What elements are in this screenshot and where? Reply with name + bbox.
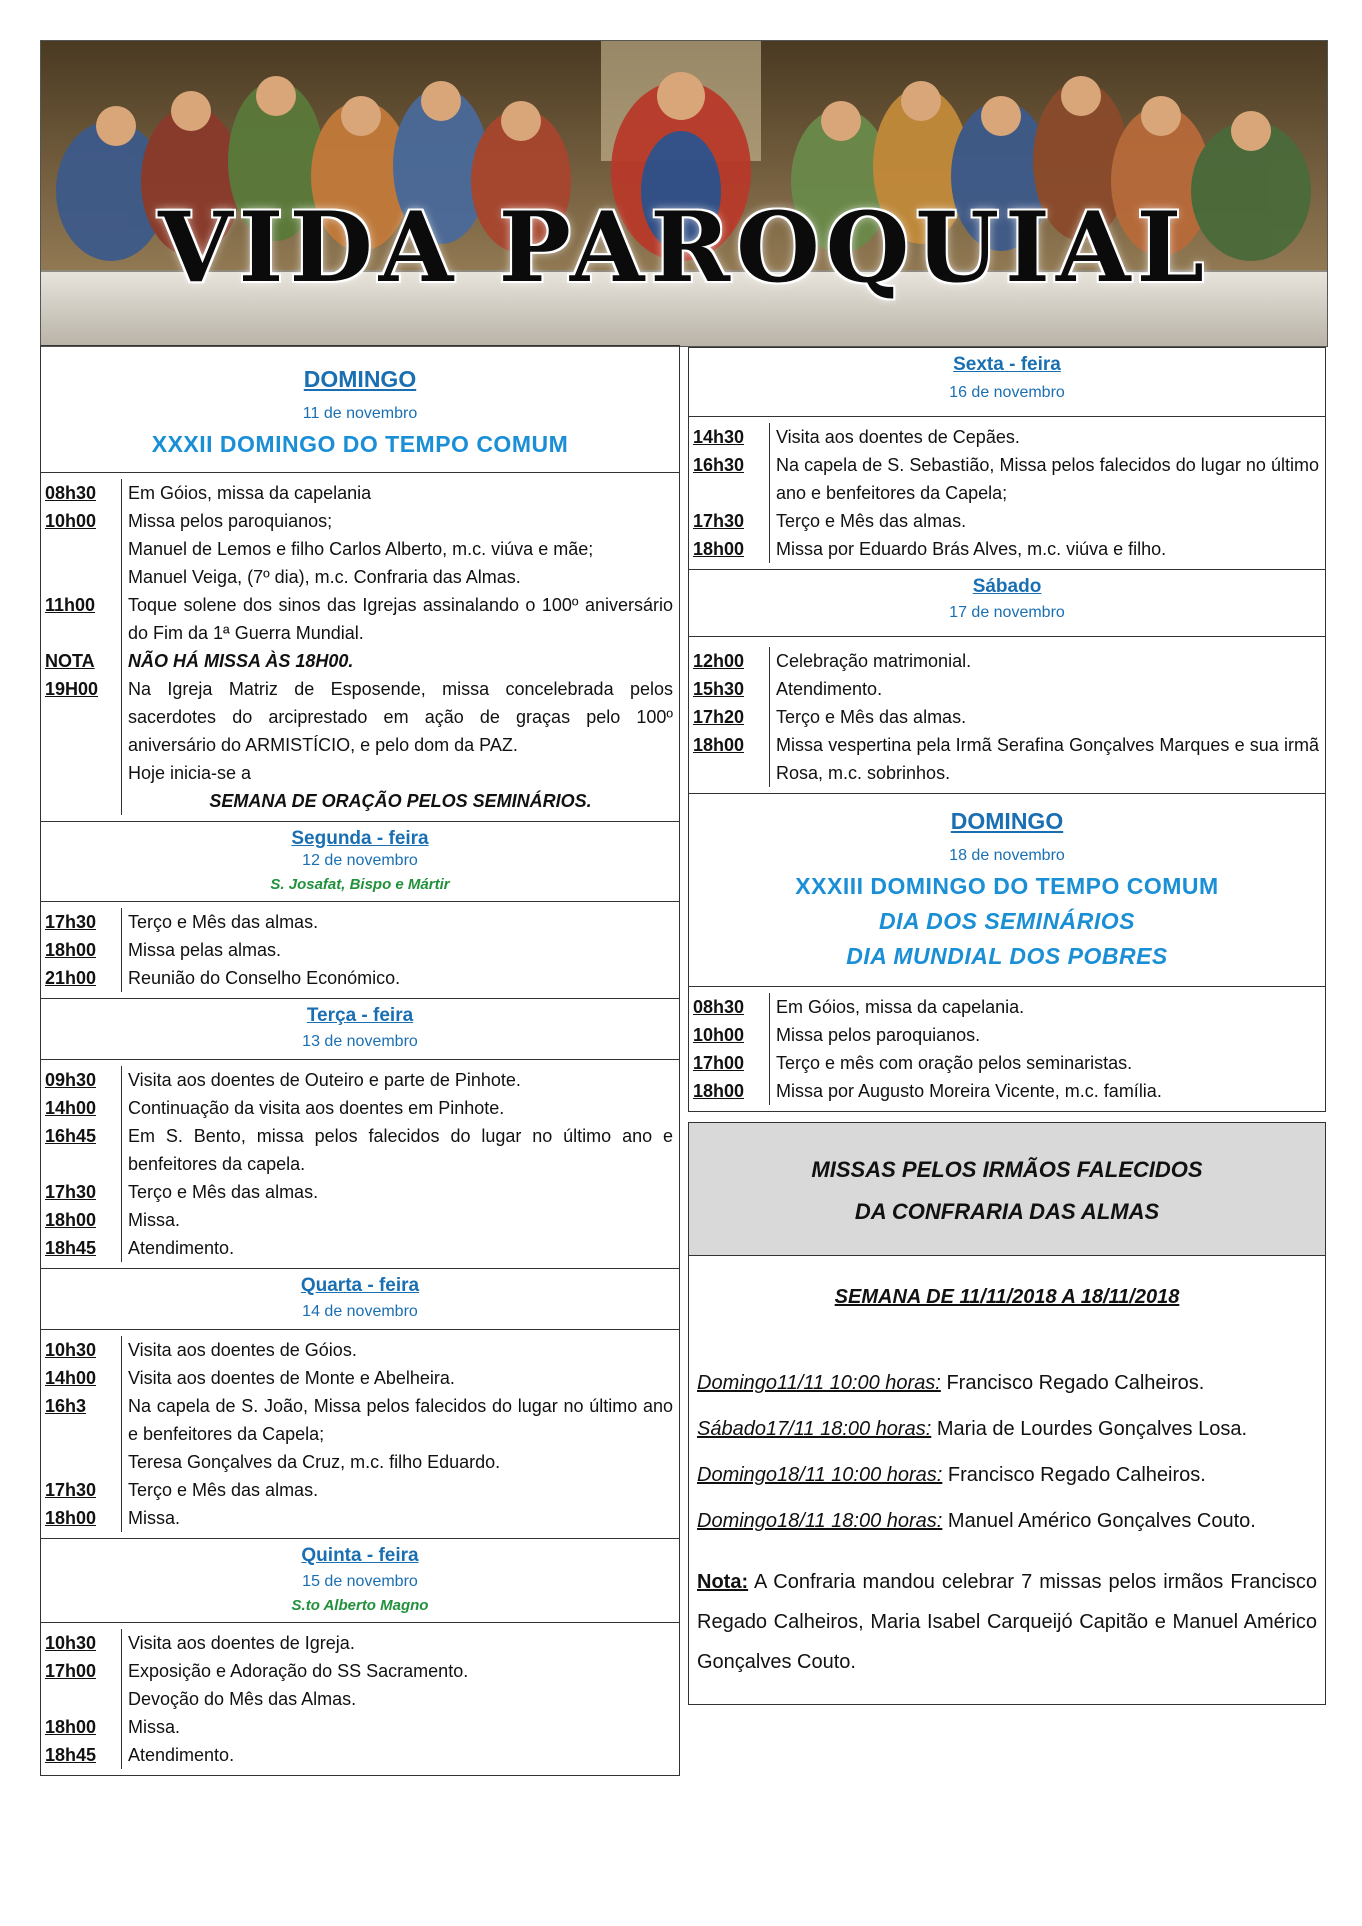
friday-header <box>688 347 1326 417</box>
day-date: 12 de novembro <box>302 852 418 869</box>
schedule-row: 16h3 Na capela de S. João, Missa pelos falecidos do lugar no último ano e benfeitores da Capela; <box>41 1392 679 1448</box>
banner <box>40 40 1328 347</box>
schedule-row: 17h00 Exposição e Adoração do SS Sacramento. <box>41 1657 679 1685</box>
friday-schedule <box>688 417 1326 569</box>
schedule-row: 09h30 Visita aos doentes de Outeiro e parte de Pinhote. <box>41 1066 679 1094</box>
schedule-row: 18h00 Missa por Eduardo Brás Alves, m.c. viúva e filho. <box>689 535 1325 563</box>
day-subtitle: DIA DOS SEMINÁRIOS <box>878 908 1136 934</box>
monday-schedule <box>40 902 680 998</box>
schedule-row: 17h00 Terço e mês com oração pelos seminaristas. <box>689 1049 1325 1077</box>
confraria-header <box>688 1122 1326 1256</box>
day-name: DOMINGO <box>303 366 417 392</box>
tuesday-header <box>40 998 680 1060</box>
schedule-row: NOTA NÃO HÁ MISSA ÀS 18H00. <box>41 647 679 675</box>
day-date: 16 de novembro <box>949 384 1065 401</box>
day-date: 11 de novembro <box>302 405 418 422</box>
schedule-row: 17h30 Terço e Mês das almas. <box>689 507 1325 535</box>
day-date: 13 de novembro <box>302 1033 418 1050</box>
sunday-11-schedule <box>40 473 680 821</box>
day-name: Quarta - feira <box>300 1275 420 1296</box>
schedule-row: Devoção do Mês das Almas. <box>41 1685 679 1713</box>
saturday-header <box>688 569 1326 637</box>
schedule-row: 17h30 Terço e Mês das almas. <box>41 1178 679 1206</box>
schedule-row: 17h20 Terço e Mês das almas. <box>689 703 1325 731</box>
schedule-row: 18h00 Missa vespertina pela Irmã Serafina Gonçalves Marques e sua irmã Rosa, m.c. sobrinhos. <box>689 731 1325 787</box>
schedule-row: Manuel de Lemos e filho Carlos Alberto, m.c. viúva e mãe; <box>41 535 679 563</box>
schedule-row: SEMANA DE ORAÇÃO PELOS SEMINÁRIOS. <box>41 787 679 815</box>
day-date: 14 de novembro <box>302 1303 418 1320</box>
day-name: DOMINGO <box>950 808 1064 834</box>
schedule-row: 16h45 Em S. Bento, missa pelos falecidos do lugar no último ano e benfeitores da capela. <box>41 1122 679 1178</box>
banner-title: VIDA PAROQUIAL <box>158 191 1210 304</box>
schedule-row: Hoje inicia-se a <box>41 759 679 787</box>
day-name: Sábado <box>972 576 1042 597</box>
schedule-row: 10h00 Missa pelos paroquianos. <box>689 1021 1325 1049</box>
day-date: 17 de novembro <box>949 604 1065 621</box>
schedule-row: 18h00 Missa. <box>41 1206 679 1234</box>
saturday-schedule <box>688 637 1326 793</box>
day-subtitle: DIA MUNDIAL DOS POBRES <box>846 943 1168 969</box>
schedule-row: 14h00 Visita aos doentes de Monte e Abelheira. <box>41 1364 679 1392</box>
schedule-row: 10h00 Missa pelos paroquianos; <box>41 507 679 535</box>
tuesday-schedule <box>40 1060 680 1268</box>
thursday-schedule <box>40 1623 680 1776</box>
day-name: Quinta - feira <box>301 1545 419 1566</box>
mass-item: Domingo18/11 18:00 horas: Manuel Américo Gonçalves Couto. <box>697 1510 1256 1532</box>
day-date: 18 de novembro <box>949 847 1065 864</box>
mass-item: Domingo18/11 10:00 horas: Francisco Regado Calheiros. <box>697 1464 1206 1486</box>
day-name: Terça - feira <box>306 1005 414 1026</box>
day-date: 15 de novembro <box>302 1573 418 1590</box>
schedule-row: 21h00 Reunião do Conselho Económico. <box>41 964 679 992</box>
schedule-row: 14h00 Continuação da visita aos doentes em Pinhote. <box>41 1094 679 1122</box>
schedule-row: 18h00 Missa pelas almas. <box>41 936 679 964</box>
day-title: XXXIII DOMINGO DO TEMPO COMUM <box>795 873 1219 899</box>
schedule-row: 18h45 Atendimento. <box>41 1234 679 1262</box>
note: Nota: A Confraria mandou celebrar 7 missas pelos irmãos Francisco Regado Calheiros, Maria Isabel Carqueijó Capitão e Manuel Américo Gonçalves Couto. <box>697 1571 1318 1673</box>
left-column <box>40 345 680 1776</box>
thursday-header <box>40 1538 680 1623</box>
week-range: SEMANA DE 11/11/2018 A 18/11/2018 <box>834 1286 1180 1308</box>
mass-item: Sábado17/11 18:00 horas: Maria de Lourdes Gonçalves Losa. <box>697 1418 1248 1440</box>
schedule-row: 10h30 Visita aos doentes de Góios. <box>41 1336 679 1364</box>
day-title: XXXII DOMINGO DO TEMPO COMUM <box>151 431 569 457</box>
schedule-row: Manuel Veiga, (7º dia), m.c. Confraria das Almas. <box>41 563 679 591</box>
schedule-row: 08h30 Em Góios, missa da capelania. <box>689 993 1325 1021</box>
right-column <box>688 347 1326 1705</box>
schedule-row: 08h30 Em Góios, missa da capelania <box>41 479 679 507</box>
schedule-row: 17h30 Terço e Mês das almas. <box>41 908 679 936</box>
schedule-row: 16h30 Na capela de S. Sebastião, Missa pelos falecidos do lugar no último ano e benfeitores da Capela; <box>689 451 1325 507</box>
confraria-title-line2: DA CONFRARIA DAS ALMAS <box>854 1199 1160 1224</box>
schedule-row: 12h00 Celebração matrimonial. <box>689 647 1325 675</box>
schedule-row: Teresa Gonçalves da Cruz, m.c. filho Eduardo. <box>41 1448 679 1476</box>
schedule-row: 10h30 Visita aos doentes de Igreja. <box>41 1629 679 1657</box>
schedule-row: 11h00 Toque solene dos sinos das Igrejas assinalando o 100º aniversário do Fim da 1ª Guerra Mundial. <box>41 591 679 647</box>
schedule-row: 18h00 Missa por Augusto Moreira Vicente, m.c. família. <box>689 1077 1325 1105</box>
mass-item: Domingo11/11 10:00 horas: Francisco Regado Calheiros. <box>697 1372 1205 1394</box>
schedule-row: 18h00 Missa. <box>41 1713 679 1741</box>
schedule-row: 19H00 Na Igreja Matriz de Esposende, missa concelebrada pelos sacerdotes do arciprestado em ação de graças pelo 100º aniversário do ARMISTÍCIO, e pelo dom da PAZ. <box>41 675 679 759</box>
sunday-18-schedule <box>688 987 1326 1112</box>
schedule-row: 18h45 Atendimento. <box>41 1741 679 1769</box>
confraria-title-line1: MISSAS PELOS IRMÃOS FALECIDOS <box>811 1157 1203 1182</box>
wednesday-header <box>40 1268 680 1330</box>
day-name: Sexta - feira <box>953 354 1061 375</box>
sunday-18-header <box>688 793 1326 987</box>
monday-header <box>40 821 680 902</box>
saint-name: S.to Alberto Magno <box>291 1597 429 1614</box>
day-name: Segunda - feira <box>291 828 429 849</box>
schedule-row: 15h30 Atendimento. <box>689 675 1325 703</box>
schedule-row: 14h30 Visita aos doentes de Cepães. <box>689 423 1325 451</box>
schedule-row: 17h30 Terço e Mês das almas. <box>41 1476 679 1504</box>
schedule-row: 18h00 Missa. <box>41 1504 679 1532</box>
saint-name: S. Josafat, Bispo e Mártir <box>270 876 450 893</box>
confraria-body <box>688 1256 1326 1705</box>
wednesday-schedule <box>40 1330 680 1538</box>
sunday-11-header <box>40 345 680 473</box>
